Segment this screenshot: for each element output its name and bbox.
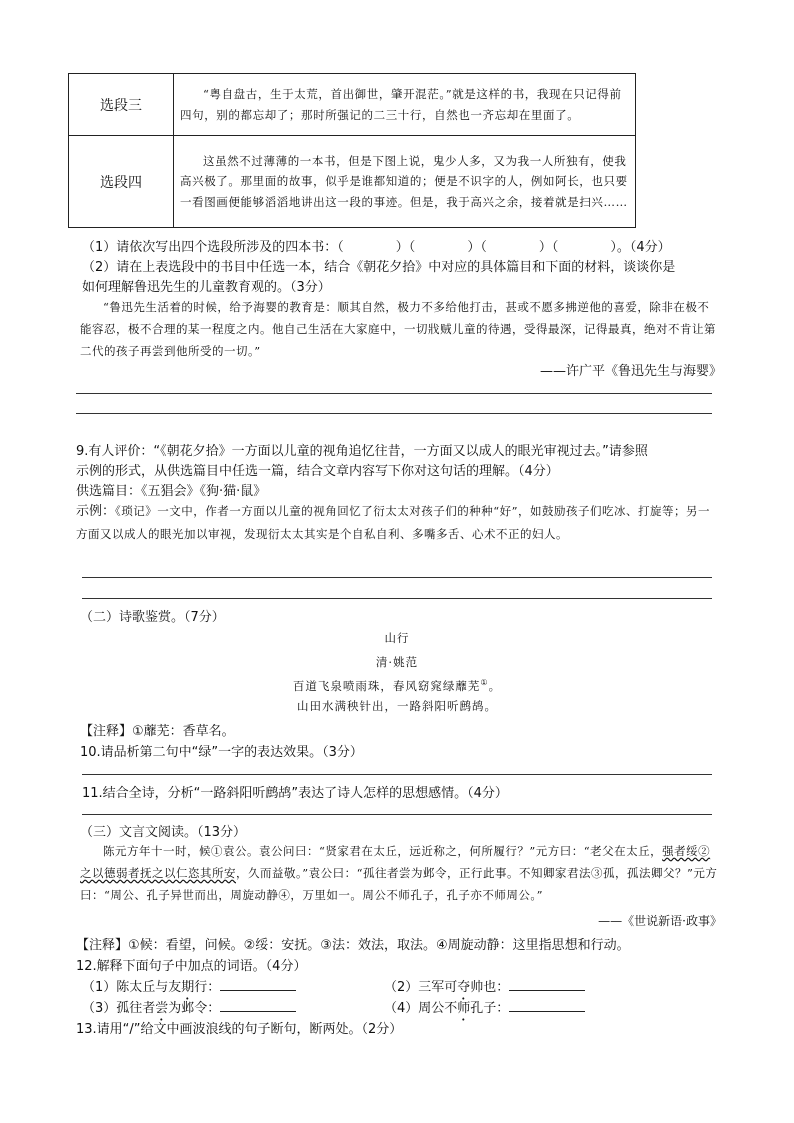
q12-item-4: （4）周公不师孔子： — [384, 997, 585, 1024]
question-12: 12.解释下面句子中加点的词语。（4分） — [76, 959, 307, 974]
poem-author: 清·姚范 — [375, 655, 419, 669]
section-heading-poetry: （二）诗歌鉴赏。（7分） — [80, 610, 225, 625]
q12-item-2: （2）三军可夺帅也： — [384, 976, 585, 1003]
answer-line[interactable] — [82, 774, 712, 775]
excerpt-label: 选段四 — [69, 136, 174, 228]
q12-item-1: （1）陈太丘与友期行： — [82, 976, 296, 1003]
answer-line[interactable] — [76, 413, 712, 414]
answer-line[interactable] — [82, 598, 712, 599]
answer-blank[interactable] — [509, 999, 585, 1012]
excerpt-label: 选段三 — [69, 74, 174, 136]
material-quote: “鲁迅先生活着的时候，给予海婴的教育是：顺其自然，极力不多给他打击，甚或不愿多拂逆他的喜爱，除非在极不能容忍，极不合理的某一程度之内。他自己生活在大家庭中，一切戕贼儿童的待遇，受得最深，记得最真，绝对不肯让第二代的孩子再尝到他所受的一切。” — [80, 300, 716, 358]
options: 供选篇目：《五猖会》《狗·猫·鼠》 — [76, 484, 267, 499]
table-row — [69, 74, 636, 136]
answer-blank[interactable] — [220, 978, 296, 991]
question-9-line1: 9.有人评价：“《朝花夕拾》一方面以儿童的视角追忆往昔，一方面又以成人的眼光审视过去。”请参照 — [76, 444, 648, 459]
classical-source: ——《世说新语·政事》 — [598, 914, 722, 928]
poem-line-1: 百道飞泉喷雨珠，春风窈窕绿蘼芜①。 — [292, 678, 502, 693]
question-2-line1: （2）请在上表选段中的书目中任选一本，结合《朝花夕拾》中对应的具体篇目和下面的材料，谈谈你是 — [82, 260, 676, 275]
excerpt-text: 这虽然不过薄薄的一本书，但是下图上说，鬼少人多，又为我一人所独有，使我高兴极了。那里面的故事，似乎是谁都知道的；便是不识字的人，例如阿长，也只要一看图画便能够滔滔地讲出这一段的事迹。但是，我于高兴之余，接着就是扫兴…… — [174, 136, 636, 228]
example: 示例：《琐记》一文中，作者一方面以儿童的视角回忆了衍太太对孩子们的种种“好”，如鼓励孩子们吃冰、打旋等；另一方面又以成人的眼光加以审视，发现衍太太其实是个自私自利、多嘴多舌、心术不正的妇人。 — [76, 504, 711, 541]
section-heading-classical: （三）文言文阅读。（13分） — [80, 825, 247, 840]
classical-note: 【注释】①候：看望，问候。②绥：安抚。③法：效法，取法。④周旋动静：这里指思想和行动。 — [76, 938, 630, 953]
answer-blank[interactable] — [509, 978, 585, 991]
answer-line[interactable] — [82, 814, 712, 815]
question-2-line2: 如何理解鲁迅先生的儿童教育观的。（3分） — [82, 280, 331, 295]
question-1: （1）请依次写出四个选段所涉及的四本书：（ ）（ ）（ ）（ ）。（4分） — [82, 240, 671, 255]
poem-note: 【注释】①蘼芜：香草名。 — [80, 724, 235, 739]
wavy-sentence: 强者绥②之以德弱者抚之以仁恣其所安 — [80, 844, 711, 880]
answer-line[interactable] — [76, 393, 712, 394]
excerpt-text: “粤自盘古，生于太荒，首出御世，肇开混茫。”就是这样的书，我现在只记得前四句，别的都忘却了；那时所强记的二三十行，自然也一齐忘却在里面了。 — [174, 74, 636, 136]
classical-text: 陈元方年十一时，候①袁公。袁公问曰：“贤家君在太丘，远近称之，何所履行？”元方曰：“老父在太丘，强者绥②之以德弱者抚之以仁恣其所安，久而益敬。”袁公曰：“孤往者尝为邺令，正行此事。不知卿家君法③孤，孤法卿父？”元方曰：“周公、孔子异世而出，周旋动静④，万里如一。周公不师孔子，孔子亦不师周公。” — [80, 844, 718, 902]
table-row — [69, 136, 636, 228]
question-11: 11.结合全诗，分析“一路斜阳听鹧鸪”表达了诗人怎样的思想感情。（4分） — [82, 786, 508, 801]
excerpt-table — [68, 73, 636, 228]
question-9-line2: 示例的形式，从供选篇目中任选一篇，结合文章内容写下你对这句话的理解。（4分） — [76, 464, 559, 479]
question-10: 10.请品析第二句中“绿”一字的表达效果。（3分） — [80, 745, 363, 760]
q12-item-3: （3）孤往者尝为邺令： — [82, 997, 296, 1024]
poem-title: 山行 — [384, 631, 410, 645]
answer-blank[interactable] — [220, 999, 296, 1012]
question-13: 13.请用“/”给文中画波浪线的句子断句，断两处。（2分） — [76, 1022, 403, 1037]
quote-source: ——许广平《鲁迅先生与海婴》 — [539, 364, 722, 379]
poem-line-2: 山田水满秧针出，一路斜阳听鹧鸪。 — [297, 699, 497, 713]
answer-line[interactable] — [82, 577, 712, 578]
